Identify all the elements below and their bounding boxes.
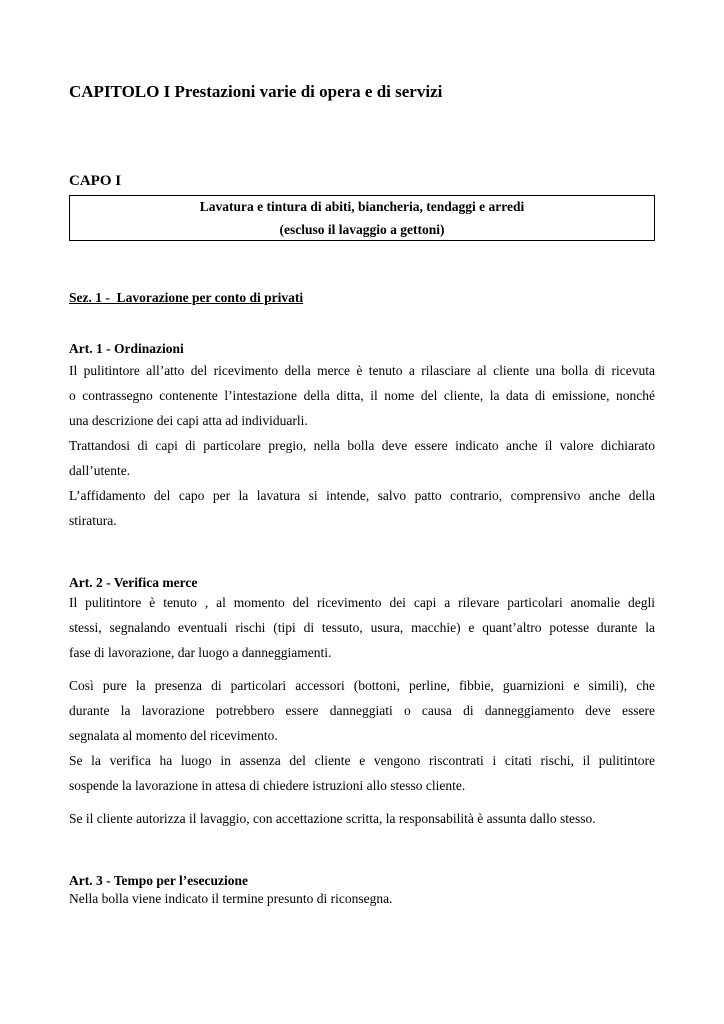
article-1-line: Il pulitintore all’atto del ricevimento della merce è tenuto a rilasciare al cliente una bolla di ricevuta [69,363,655,378]
article-2-line: stessi, segnalando eventuali rischi (tipi di tessuto, usura, macchie) e quant’altro potesse durante la [69,620,655,635]
article-2-line: Se il cliente autorizza il lavaggio, con accettazione scritta, la responsabilità è assunta dallo stesso. [69,811,596,826]
capo-heading: CAPO I [69,173,122,189]
article-1-line: o contrassegno contenente l’intestazione della ditta, il nome del cliente, la data di emissione, nonché [69,388,655,403]
article-2-line: Il pulitintore è tenuto , al momento del ricevimento dei capi a rilevare particolari anomalie degli [69,595,655,610]
article-2-title: Art. 2 - Verifica merce [69,575,198,590]
box-line-1: Lavatura e tintura di abiti, biancheria, tendaggi e arredi [199,199,525,214]
article-2-line: Così pure la presenza di particolari accessori (bottoni, perline, fibbie, guarnizioni e simili), che [69,678,655,693]
article-3-line: Nella bolla viene indicato il termine presunto di riconsegna. [69,891,393,906]
article-1-line: L’affidamento del capo per la lavatura si intende, salvo patto contrario, comprensivo anche della [69,488,655,503]
article-2-line: fase di lavorazione, dar luogo a danneggiamenti. [69,645,332,660]
article-3-title: Art. 3 - Tempo per l’esecuzione [69,873,248,888]
article-2-line: Se la verifica ha luogo in assenza del cliente e vengono riscontrati i citati rischi, il pulitintore [69,753,655,768]
article-1-line: una descrizione dei capi atta ad individuarli. [69,413,308,428]
article-2-line: sospende la lavorazione in attesa di chiedere istruzioni allo stesso cliente. [69,778,466,793]
article-1-title: Art. 1 - Ordinazioni [69,341,184,356]
section-heading: Sez. 1 - Lavorazione per conto di privati [69,290,304,305]
box-line-2: (escluso il lavaggio a gettoni) [279,222,445,237]
article-1-line: Trattandosi di capi di particolare pregio, nella bolla deve essere indicato anche il valore dichiarato [69,438,655,453]
article-1-line: stiratura. [69,513,117,528]
article-2-line: durante la lavorazione potrebbero essere danneggiati o causa di danneggiamento deve essere [69,703,655,718]
article-2-line: segnalata al momento del ricevimento. [69,728,278,743]
capo-title-box [69,195,655,241]
chapter-title: CAPITOLO I Prestazioni varie di opera e di servizi [69,82,443,101]
article-1-line: dall’utente. [69,463,131,478]
